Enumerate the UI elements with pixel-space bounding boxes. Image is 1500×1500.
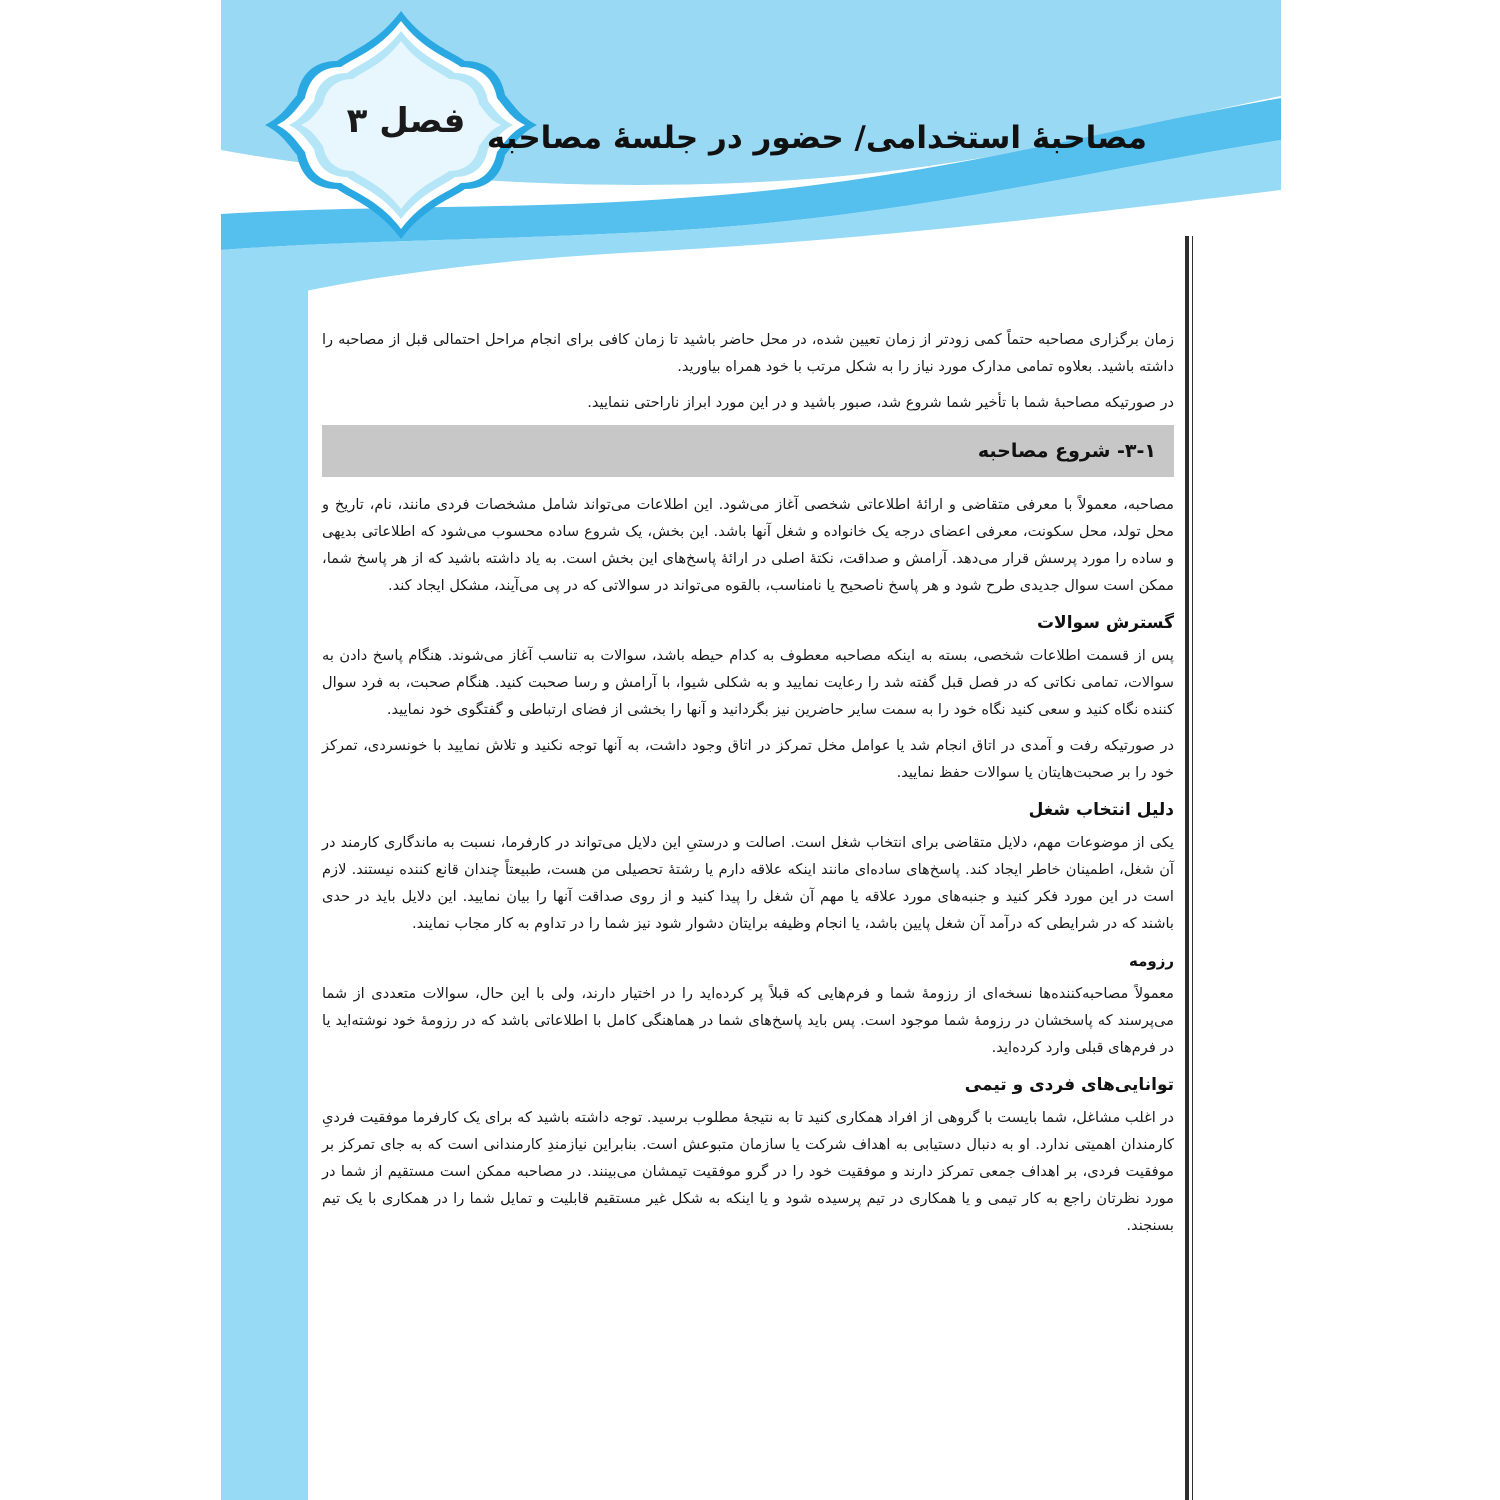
subsection-heading: دلیل انتخاب شغل <box>1028 800 1174 820</box>
subsection-heading: گسترش سوالات <box>1036 613 1174 633</box>
section-heading-bar <box>322 425 1174 477</box>
section-heading: ۳-۱- شروع مصاحبه <box>977 439 1156 462</box>
page-content <box>322 326 1174 1248</box>
subsection-paragraph: پس از قسمت اطلاعات شخصی، بسته به اینکه مصاحبه معطوف به کدام حیطه باشد، سوالات به تناسب آغاز می‌شوند. هنگام پاسخ دادن به سوالات، تمامی نکاتی که در فصل قبل گفته شد را رعایت نمایید و به شکلی شیوا، با آرامش و رسا صحبت کنید. هنگام صحبت، به فرد سوال کننده نگاه کنید و سعی کنید نگاه خود را به سمت سایر حاضرین نیز بگردانید و آنها را بخشی از فضای ارتباطی و گفتگوی خود نمایید. <box>322 647 1174 718</box>
section-paragraph: مصاحبه، معمولاً با معرفی متقاضی و ارائۀ اطلاعاتی شخصی آغاز می‌شود. این اطلاعات می‌تواند شامل مشخصات فردی مانند، نام، تاریخ و محل تولد، محل سکونت، معرفی اعضای درجه یک خانواده و شغل آنها باشد. این بخش، یک شروع ساده محسوب می‌شود که اطلاعاتی بدیهی و ساده را مورد پرسش قرار می‌دهد. آرامش و صداقت، نکتۀ اصلی در ارائۀ پاسخ‌های این بخش است. به یاد داشته باشید که از هر پاسخ شما، ممکن است سوال جدیدی طرح شود و هر پاسخ ناصحیح یا نامناسب، بالقوه می‌تواند در سوالاتی که در پی می‌آیند، مشکل ایجاد کند. <box>322 496 1174 594</box>
intro-paragraph: در صورتیکه مصاحبۀ شما با تأخیر شما شروع شد، صبور باشید و در این مورد ابراز ناراحتی ننمایید. <box>587 394 1174 411</box>
subsection-paragraph: یکی از موضوعات مهم، دلایل متقاضی برای انتخاب شغل است. اصالت و درستیِ این دلایل می‌تواند در کارفرما، نسبت به ماندگاری کارمند در آن شغل، اطمینان خاطر ایجاد کند. پاسخ‌های ساده‌ای مانند اینکه علاقه دارم یا رشتۀ تحصیلی من هست، طبیعتاً چندان قانع کننده نیستند. لازم است در این مورد فکر کنید و جنبه‌های مورد علاقه یا مهم آن شغل را پیدا کنید و از روی صداقت آنها را بیان نمایید. این دلایل باید در حدی باشند که در شرایطی که درآمد آن شغل پایین باشد، یا انجام وظیفه برایتان دشوار شود نیز شما را در تداوم به کار مجاب نمایند. <box>322 834 1174 932</box>
chapter-number-badge: فصل ۳ <box>346 101 466 141</box>
subsection-heading: توانایی‌های فردی و تیمی <box>964 1075 1174 1095</box>
subsection-heading: رزومه <box>1129 952 1174 970</box>
right-margin-rule <box>1185 236 1189 1500</box>
intro-paragraph: زمان برگزاری مصاحبه حتماً کمی زودتر از زمان تعیین شده، در محل حاضر باشید تا زمان کافی برای انجام مراحل احتمالی قبل از مصاحبه را داشته باشید. بعلاوه تمامی مدارک مورد نیاز را به شکل مرتب با خود همراه بیاورید. <box>322 331 1174 375</box>
subsection-paragraph: در اغلب مشاغل، شما بایست با گروهی از افراد همکاری کنید تا به نتیجۀ مطلوب برسید. توجه داشته باشید که برای یک کارفرما موفقیت فردیِ کارمندان اهمیتی ندارد. او به دنبال دستیابی به اهداف شرکت یا سازمان متبوعش است. بنابراین نیازمندِ کارمندانی است که به جای تمرکز بر موفقیت فردی، بر اهداف جمعی تمرکز دارند و موفقیت خود را در گرو موفقیت تیمشان می‌بینند. در مصاحبه ممکن است مستقیم از شما در مورد نظرتان راجع به کار تیمی و یا همکاری در تیم پرسیده شود و یا اینکه به شکل غیر مستقیم قابلیت و تمایل شما را در همکاری با یک تیم بسنجند. <box>322 1109 1174 1234</box>
subsection-paragraph: در صورتیکه رفت و آمدی در اتاق انجام شد یا عوامل مخل تمرکز در اتاق وجود داشت، به آنها توجه نکنید و تلاش نمایید با خونسردی، تمرکز خود را بر صحبت‌هایتان یا سوالات حفظ نمایید. <box>322 737 1174 781</box>
subsection-paragraph: معمولاً مصاحبه‌کننده‌ها نسخه‌ای از رزومۀ شما و فرم‌هایی که قبلاً پر کرده‌اید را در اختیار دارند، ولی با این حال، سوالات متعددی از شما می‌پرسند که پاسخشان در رزومۀ شما موجود است. پس باید پاسخ‌های شما در هماهنگی کامل با اطلاعاتی باشد که در رزومۀ خود نوشته‌اید یا در فرم‌های قبلی وارد کرده‌اید. <box>322 985 1174 1056</box>
book-page <box>221 0 1281 1500</box>
chapter-title: مصاحبۀ استخدامی/ حضور در جلسۀ مصاحبه <box>486 120 1147 156</box>
right-margin-rule-thin <box>1192 236 1193 1500</box>
